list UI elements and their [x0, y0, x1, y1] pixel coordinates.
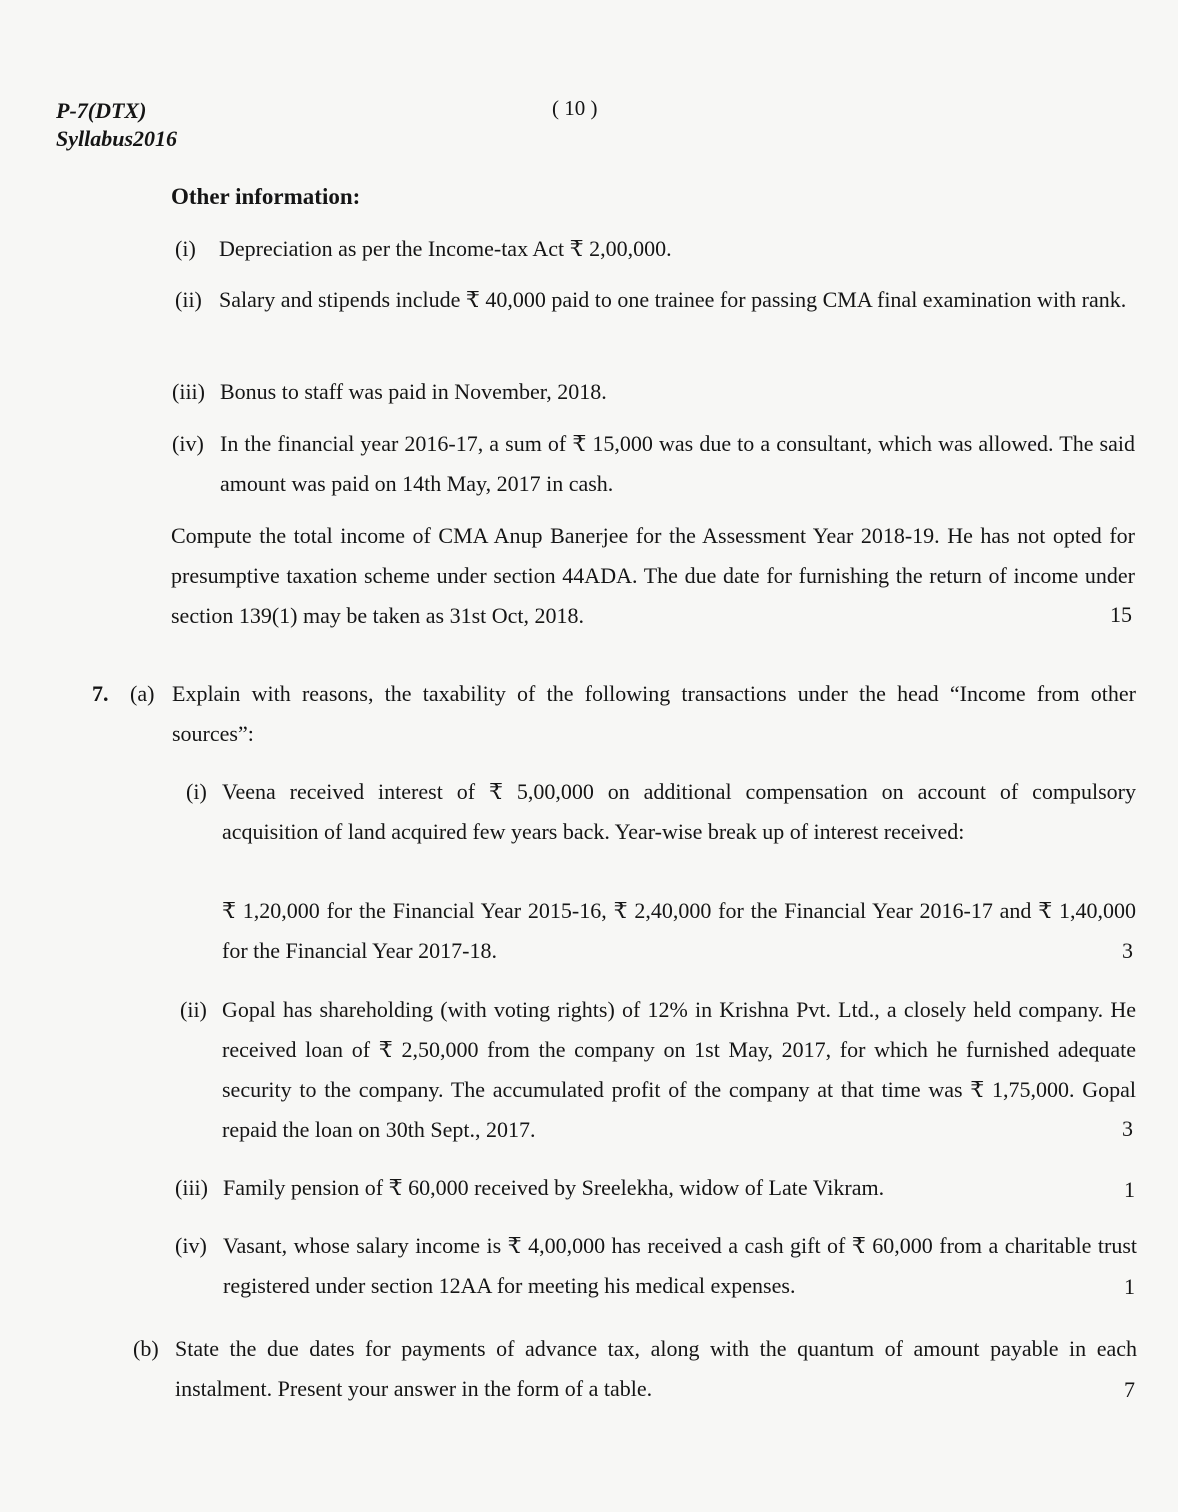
marks-7a-iii: 1 — [1124, 1177, 1135, 1202]
item-text: Veena received interest of ₹ 5,00,000 on additional compensation on account of compulsory acquisition of land acquired few years back. Year-wise break up of interest received: — [222, 779, 1136, 844]
item-number: (iii) — [172, 379, 205, 404]
item-number: (i) — [186, 779, 207, 804]
item-text: Vasant, whose salary income is ₹ 4,00,000 has received a cash gift of ₹ 60,000 from a charitable trust registered under section 12AA for meeting his medical expenses. — [223, 1233, 1137, 1298]
item-text: Gopal has shareholding (with voting rights) of 12% in Krishna Pvt. Ltd., a closely held company. He received loan of ₹ 2,50,000 from the company on 1st May, 2017, for which he furnished adequate security to the company. The accumulated profit of the company at that time was ₹ 1,75,000. Gopal repaid the loan on 30th Sept., 2017. — [222, 997, 1136, 1142]
compute-instruction: Compute the total income of CMA Anup Banerjee for the Assessment Year 2018-19. He has not opted for presumptive taxation scheme under section 44ADA. The due date for furnishing the return of income under section 139(1) may be taken as 31st Oct, 2018. — [171, 523, 1135, 628]
item-text: Family pension of ₹ 60,000 received by Sreelekha, widow of Late Vikram. — [223, 1175, 885, 1200]
question-7a-item-3 — [175, 1168, 1115, 1208]
question-7-number: 7. — [92, 681, 109, 706]
marks-7a-iv: 1 — [1124, 1274, 1135, 1299]
other-info-item-3 — [172, 372, 1135, 412]
item-number: (iv) — [172, 431, 204, 456]
marks-compute: 15 — [1110, 602, 1132, 627]
part-text: Explain with reasons, the taxability of the following transactions under the head “Income from other sources”: — [172, 681, 1136, 746]
item-number: (ii) — [180, 997, 207, 1022]
item-text: In the financial year 2016-17, a sum of ₹ 15,000 was due to a consultant, which was allowed. The said amount was paid on 14th May, 2017 in cash. — [220, 431, 1135, 496]
interest-breakup: ₹ 1,20,000 for the Financial Year 2015-16, ₹ 2,40,000 for the Financial Year 2016-17 and ₹ 1,40,000 for the Financial Year 2017-18. — [222, 898, 1136, 963]
syllabus-label: Syllabus2016 — [56, 126, 178, 151]
item-text: Salary and stipends include ₹ 40,000 paid to one trainee for passing CMA final examination with rank. — [219, 287, 1127, 312]
page-number: ( 10 ) — [552, 96, 598, 120]
question-7a-item-2 — [180, 990, 1136, 1150]
other-info-item-2 — [175, 280, 1135, 320]
question-7a — [130, 674, 1136, 754]
item-text: Bonus to staff was paid in November, 2018. — [220, 379, 607, 404]
part-label: (b) — [133, 1336, 159, 1361]
part-label: (a) — [130, 681, 155, 706]
item-number: (iv) — [175, 1233, 207, 1258]
marks-7b: 7 — [1124, 1377, 1135, 1402]
question-7a-item-1 — [186, 772, 1136, 852]
item-number: (i) — [175, 236, 196, 261]
item-number: (ii) — [175, 287, 202, 312]
item-text: Depreciation as per the Income-tax Act ₹ 2,00,000. — [219, 236, 672, 261]
part-text: State the due dates for payments of advance tax, along with the quantum of amount payable in each instalment. Present your answer in the form of a table. — [175, 1336, 1137, 1401]
other-info-item-4 — [172, 424, 1135, 504]
item-number: (iii) — [175, 1175, 208, 1200]
question-7b — [133, 1329, 1137, 1409]
marks-7a-ii: 3 — [1122, 1116, 1133, 1141]
other-info-heading: Other information: — [171, 184, 361, 209]
paper-code: P-7(DTX) — [56, 98, 147, 123]
other-info-item-1 — [175, 229, 1135, 269]
question-7a-item-4 — [175, 1226, 1137, 1306]
marks-7a-i: 3 — [1122, 938, 1133, 963]
